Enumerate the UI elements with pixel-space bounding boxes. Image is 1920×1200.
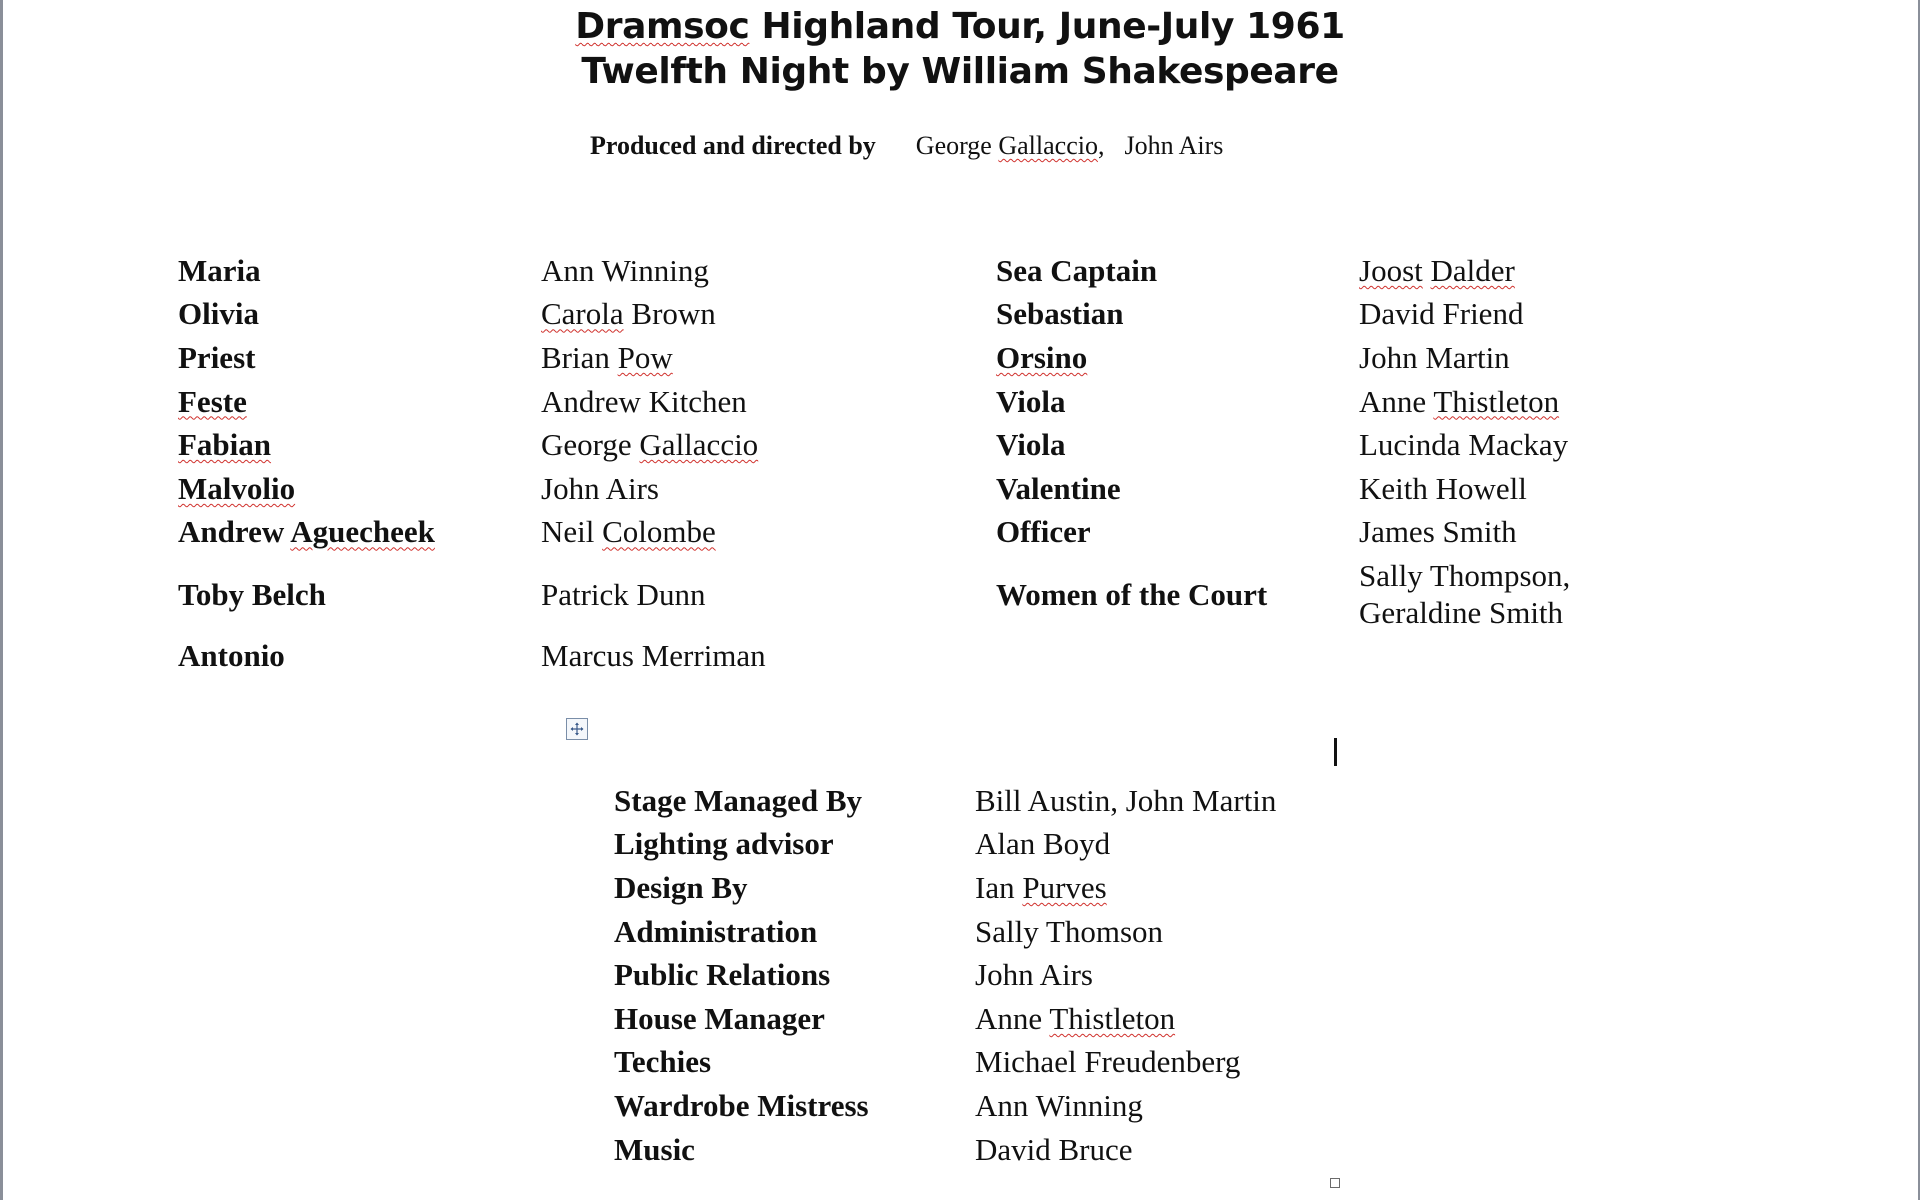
title-word-dramsoc: Dramsoc	[575, 6, 750, 47]
crew-name[interactable]: Ian Purves	[975, 869, 1107, 905]
crew-row	[614, 1084, 1335, 1128]
crew-row	[614, 1128, 1335, 1172]
cast-row	[178, 554, 1619, 634]
cast-row	[178, 380, 1619, 424]
cast-role[interactable]: Antonio	[178, 637, 285, 673]
title-line-2[interactable]: Twelfth Night by William Shakespeare	[581, 51, 1339, 92]
cast-actor[interactable]: Anne Thistleton	[1359, 383, 1560, 419]
cast-actor[interactable]: John Martin	[1359, 339, 1510, 375]
crew-name[interactable]: Ann Winning	[975, 1087, 1143, 1123]
spellcheck-flagged-word: Fabian	[178, 427, 272, 463]
cast-actor[interactable]: Ann Winning	[541, 252, 709, 288]
cast-role[interactable]: Viola	[996, 383, 1066, 419]
cast-actor-line: Geraldine Smith	[1359, 595, 1564, 631]
cast-role[interactable]: Viola	[996, 427, 1066, 463]
spellcheck-flagged-word: Dalder	[1430, 252, 1515, 288]
cast-row	[178, 336, 1619, 380]
cast-actor[interactable]: Lucinda Mackay	[1359, 427, 1569, 463]
cast-role[interactable]	[996, 336, 1359, 380]
crew-role[interactable]: Administration	[614, 913, 818, 949]
spellcheck-flagged-word: Malvolio	[178, 470, 296, 506]
title-line-1-rest: Highland Tour, June-July 1961	[749, 6, 1345, 47]
crew-role[interactable]: Lighting advisor	[614, 826, 834, 862]
cast-actor[interactable]: George Gallaccio	[541, 427, 759, 463]
cast-actor[interactable]: Patrick Dunn	[541, 576, 706, 612]
empty-cell[interactable]	[1359, 634, 1619, 678]
crew-role[interactable]: Stage Managed By	[614, 782, 862, 818]
spellcheck-flagged-word: Pow	[617, 339, 673, 375]
crew-name[interactable]: David Bruce	[975, 1131, 1133, 1167]
cast-role[interactable]: Toby Belch	[178, 576, 326, 612]
cast-row	[178, 511, 1619, 555]
cast-role[interactable]: Officer	[996, 514, 1091, 550]
producer-surname-gallaccio: Gallaccio	[998, 131, 1098, 160]
spellcheck-flagged-word: Colombe	[602, 514, 716, 550]
cast-row	[178, 467, 1619, 511]
spellcheck-flagged-word: Purves	[1022, 869, 1107, 905]
cast-role[interactable]: Olivia	[178, 296, 259, 332]
cast-role[interactable]	[178, 467, 541, 511]
producer-names: George Gallaccio, John Airs	[915, 131, 1224, 160]
cast-actor[interactable]: John Airs	[541, 470, 659, 506]
document-title	[0, 4, 1920, 94]
cast-actor[interactable]: Keith Howell	[1359, 470, 1527, 506]
spellcheck-flagged-word: Carola	[541, 296, 624, 332]
cast-actor-line: Sally Thompson,	[1359, 558, 1571, 594]
crew-role[interactable]: Public Relations	[614, 957, 831, 993]
cast-role[interactable]: Andrew Aguecheek	[178, 514, 435, 550]
crew-name[interactable]: Michael Freudenberg	[975, 1044, 1241, 1080]
crew-row	[614, 823, 1335, 867]
table-move-handle-icon[interactable]	[566, 718, 588, 740]
cast-role[interactable]: Sebastian	[996, 296, 1124, 332]
cast-actor[interactable]: Marcus Merriman	[541, 637, 766, 673]
cast-row	[178, 634, 1619, 678]
spellcheck-flagged-word: Thistleton	[1433, 383, 1560, 419]
cast-row	[178, 293, 1619, 337]
crew-row	[614, 997, 1335, 1041]
window-left-border	[0, 0, 3, 1200]
spellcheck-flagged-word: Orsino	[996, 339, 1088, 375]
table-resize-handle-icon[interactable]	[1330, 1178, 1340, 1188]
cast-actor[interactable]: Andrew Kitchen	[541, 383, 747, 419]
producer-label: Produced and directed by	[590, 131, 876, 160]
cast-actor[interactable]: Neil Colombe	[541, 514, 716, 550]
cast-actor[interactable]	[1359, 249, 1619, 293]
text-cursor	[1334, 738, 1337, 766]
crew-name[interactable]: Anne Thistleton	[975, 1000, 1176, 1036]
cast-role[interactable]	[178, 423, 541, 467]
crew-name[interactable]: Bill Austin, John Martin	[975, 782, 1277, 818]
crew-role[interactable]: Music	[614, 1131, 695, 1167]
crew-table[interactable]	[614, 779, 1335, 1171]
spellcheck-flagged-word: Feste	[178, 383, 247, 419]
cast-role[interactable]: Maria	[178, 252, 261, 288]
cast-actor[interactable]: Carola Brown	[541, 296, 716, 332]
cast-actor[interactable]	[1359, 554, 1619, 634]
crew-row	[614, 1041, 1335, 1085]
crew-row	[614, 779, 1335, 823]
empty-cell[interactable]	[996, 634, 1359, 678]
cast-role[interactable]	[178, 380, 541, 424]
spellcheck-flagged-word: Aguecheek	[290, 514, 435, 550]
cast-role[interactable]: Valentine	[996, 470, 1121, 506]
crew-name[interactable]: Alan Boyd	[975, 826, 1111, 862]
crew-row	[614, 910, 1335, 954]
spellcheck-flagged-word: Gallaccio	[639, 427, 759, 463]
cast-actor[interactable]: Brian Pow	[541, 339, 673, 375]
crew-name[interactable]: Sally Thomson	[975, 913, 1164, 949]
producer-line[interactable]	[590, 131, 1223, 161]
cast-role[interactable]: Priest	[178, 339, 256, 375]
crew-role[interactable]: House Manager	[614, 1000, 825, 1036]
cast-role[interactable]: Sea Captain	[996, 252, 1158, 288]
crew-role[interactable]: Techies	[614, 1044, 712, 1080]
cast-row	[178, 423, 1619, 467]
crew-role[interactable]: Design By	[614, 869, 748, 905]
crew-row	[614, 953, 1335, 997]
crew-role[interactable]: Wardrobe Mistress	[614, 1087, 869, 1123]
cast-row	[178, 249, 1619, 293]
cast-actor[interactable]: David Friend	[1359, 296, 1524, 332]
cast-actor[interactable]: James Smith	[1359, 514, 1517, 550]
spellcheck-flagged-word: Thistleton	[1049, 1000, 1176, 1036]
crew-row	[614, 866, 1335, 910]
cast-role[interactable]: Women of the Court	[996, 576, 1268, 612]
spellcheck-flagged-word: Joost	[1359, 252, 1423, 288]
crew-name[interactable]: John Airs	[975, 957, 1093, 993]
cast-table[interactable]	[178, 249, 1619, 678]
title-line-1[interactable]	[0, 4, 1920, 49]
